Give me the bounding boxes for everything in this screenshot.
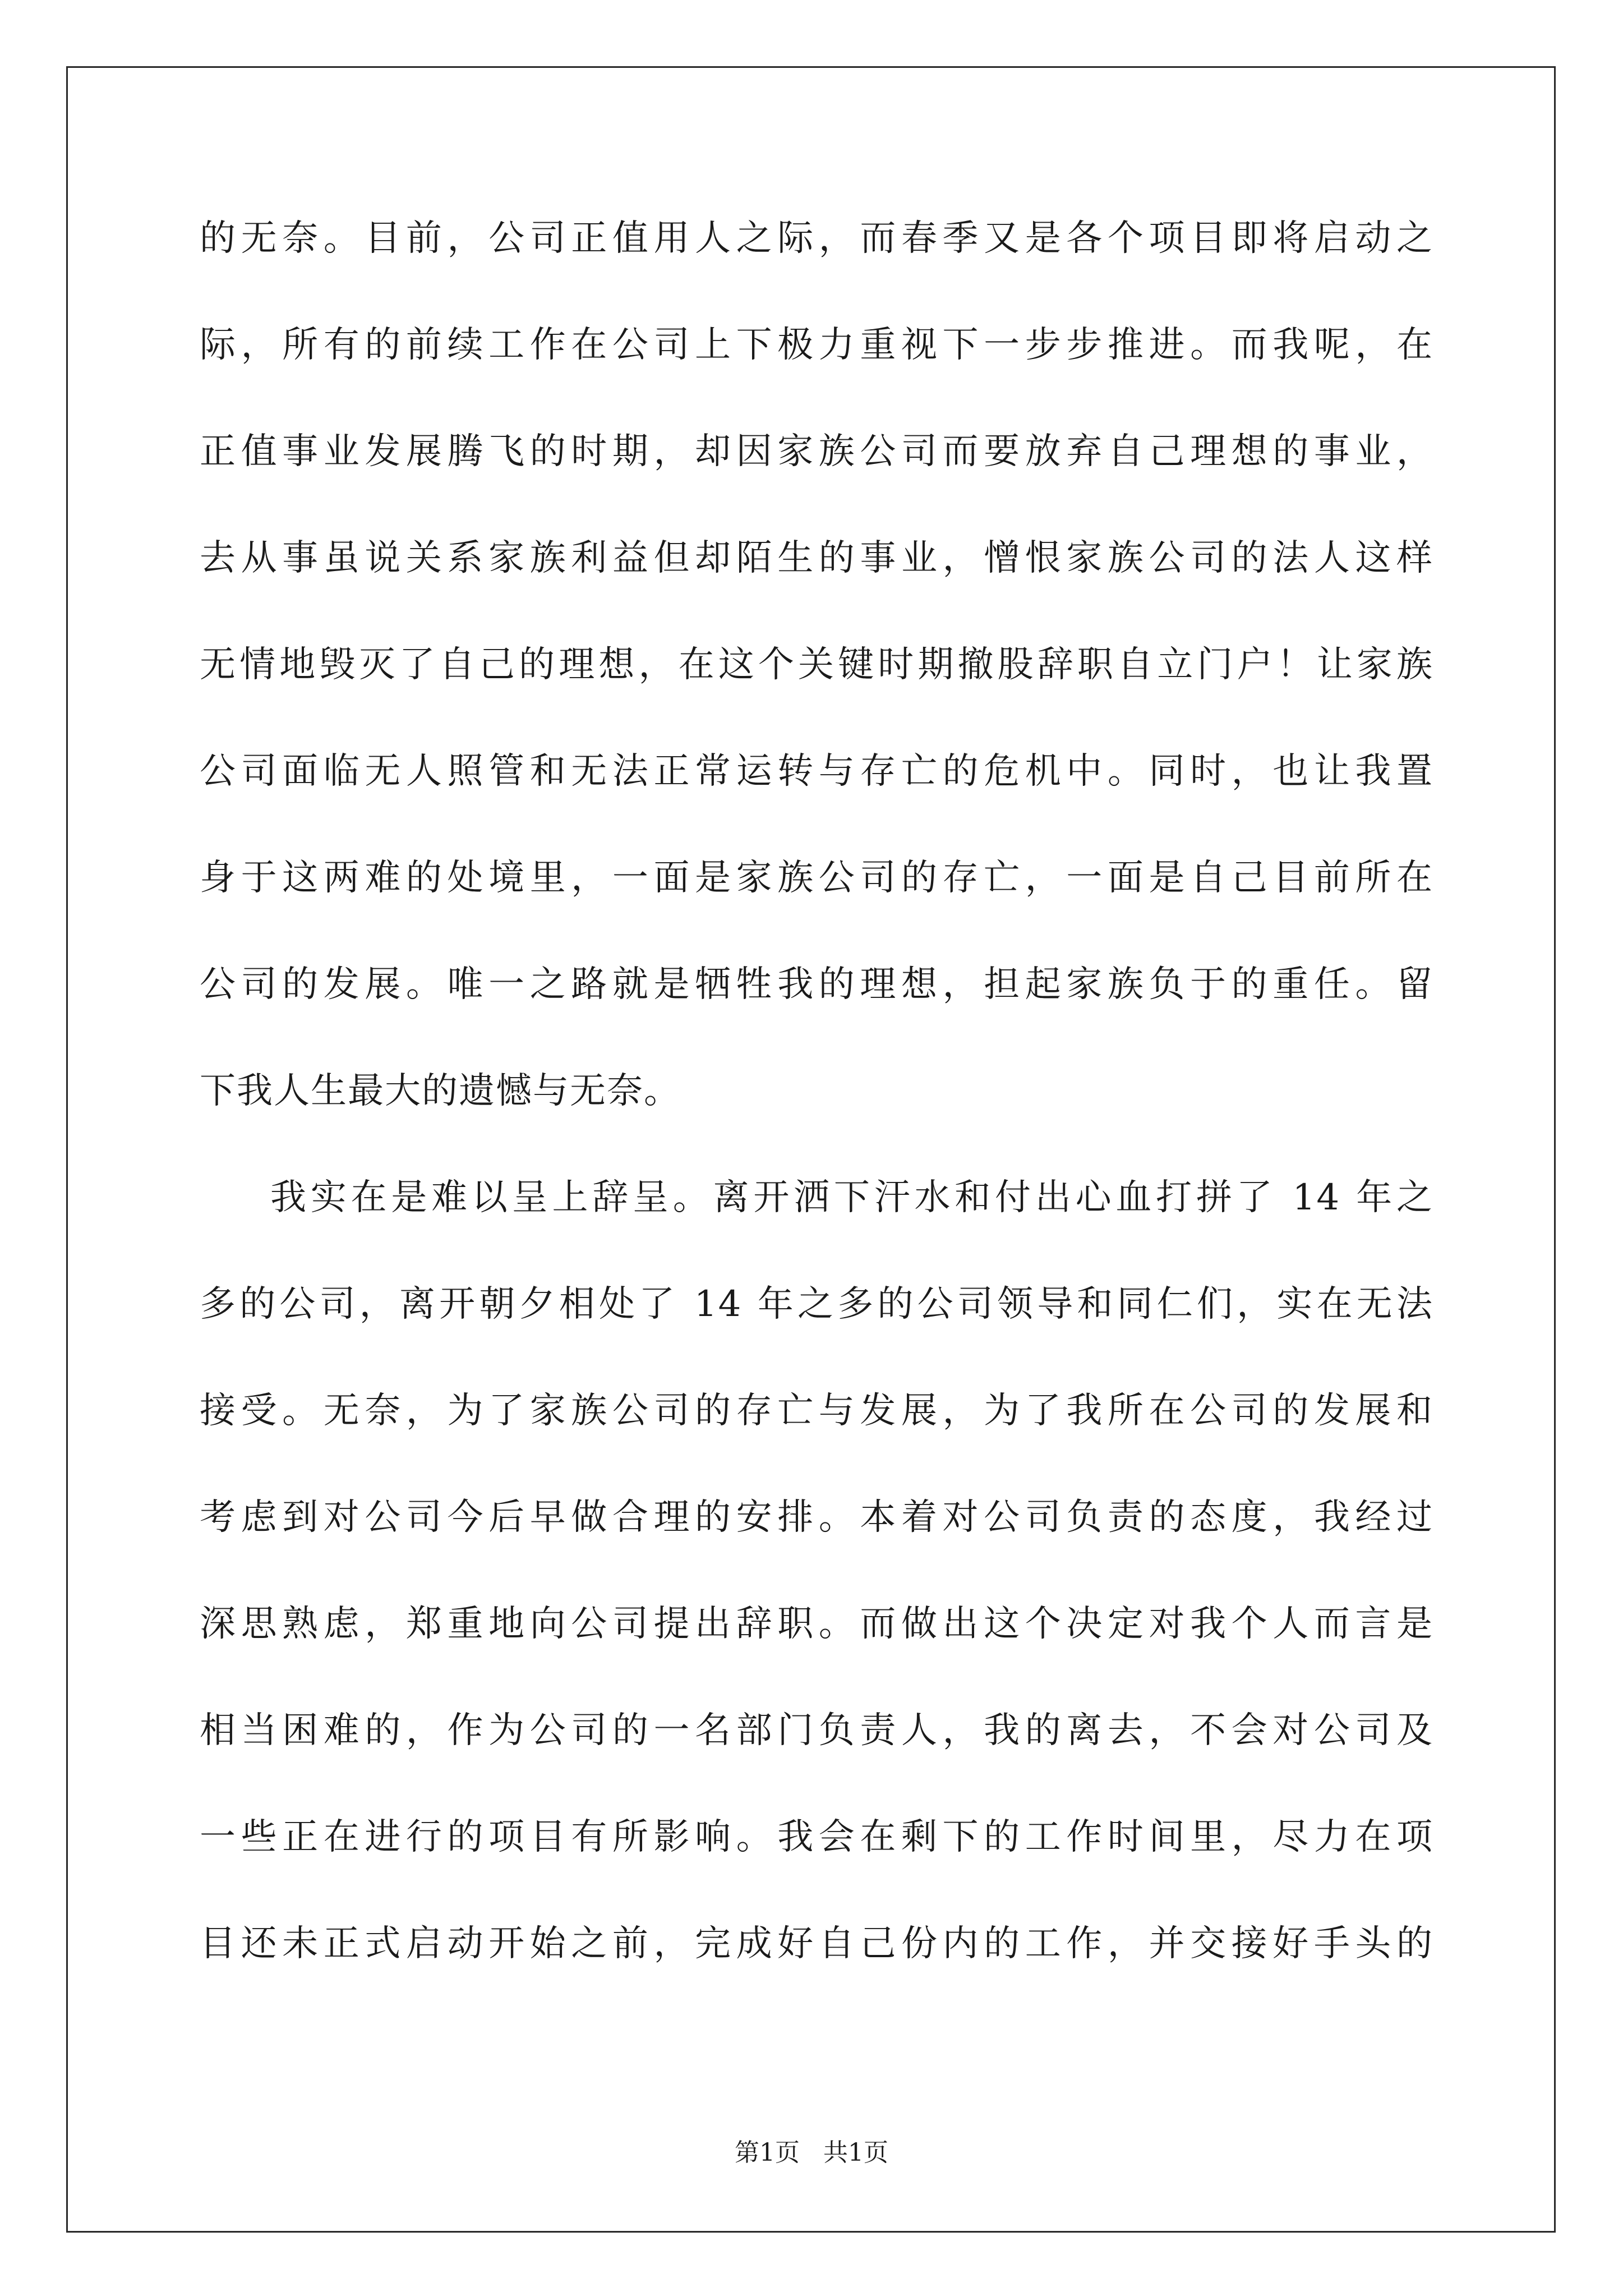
text-line: 深思熟虑，郑重地向公司提出辞职。而做出这个决定对我个人而言是	[200, 1603, 1433, 1645]
paragraph-first-line: 我实在是难以呈上辞呈。离开洒下汗水和付出心血打拼了 14 年之	[270, 1177, 1433, 1218]
text-line: 去从事虽说关系家族利益但却陌生的事业，憎恨家族公司的法人这样	[200, 537, 1433, 579]
paragraph-end-line: 下我人生最大的遗憾与无奈。	[200, 1070, 681, 1112]
text-line: 公司面临无人照管和无法正常运转与存亡的危机中。同时，也让我置	[200, 751, 1433, 792]
page-number-footer: 第1页 共1页	[735, 2138, 888, 2167]
text-line: 的无奈。目前，公司正值用人之际，而春季又是各个项目即将启动之	[200, 218, 1433, 259]
text-line: 无情地毁灭了自己的理想，在这个关键时期撤股辞职自立门户！让家族	[200, 644, 1433, 685]
text-line: 身于这两难的处境里，一面是家族公司的存亡，一面是自己目前所在	[200, 857, 1433, 899]
text-line: 正值事业发展腾飞的时期，却因家族公司而要放弃自己理想的事业，	[200, 431, 1433, 472]
text-line: 相当困难的，作为公司的一名部门负责人，我的离去，不会对公司及	[200, 1710, 1433, 1751]
text-line: 一些正在进行的项目有所影响。我会在剩下的工作时间里，尽力在项	[200, 1816, 1433, 1858]
document-body	[200, 202, 1433, 2014]
text-line: 多的公司，离开朝夕相处了 14 年之多的公司领导和同仁们，实在无法	[200, 1283, 1433, 1325]
text-line: 考虑到对公司今后早做合理的安排。本着对公司负责的态度，我经过	[200, 1497, 1433, 1538]
text-line: 接受。无奈，为了家族公司的存亡与发展，为了我所在公司的发展和	[200, 1390, 1433, 1432]
text-line: 际，所有的前续工作在公司上下极力重视下一步步推进。而我呢，在	[200, 324, 1433, 366]
text-line: 目还未正式启动开始之前，完成好自己份内的工作，并交接好手头的	[200, 1923, 1433, 1964]
text-line: 公司的发展。唯一之路就是牺牲我的理想，担起家族负于的重任。留	[200, 964, 1433, 1005]
